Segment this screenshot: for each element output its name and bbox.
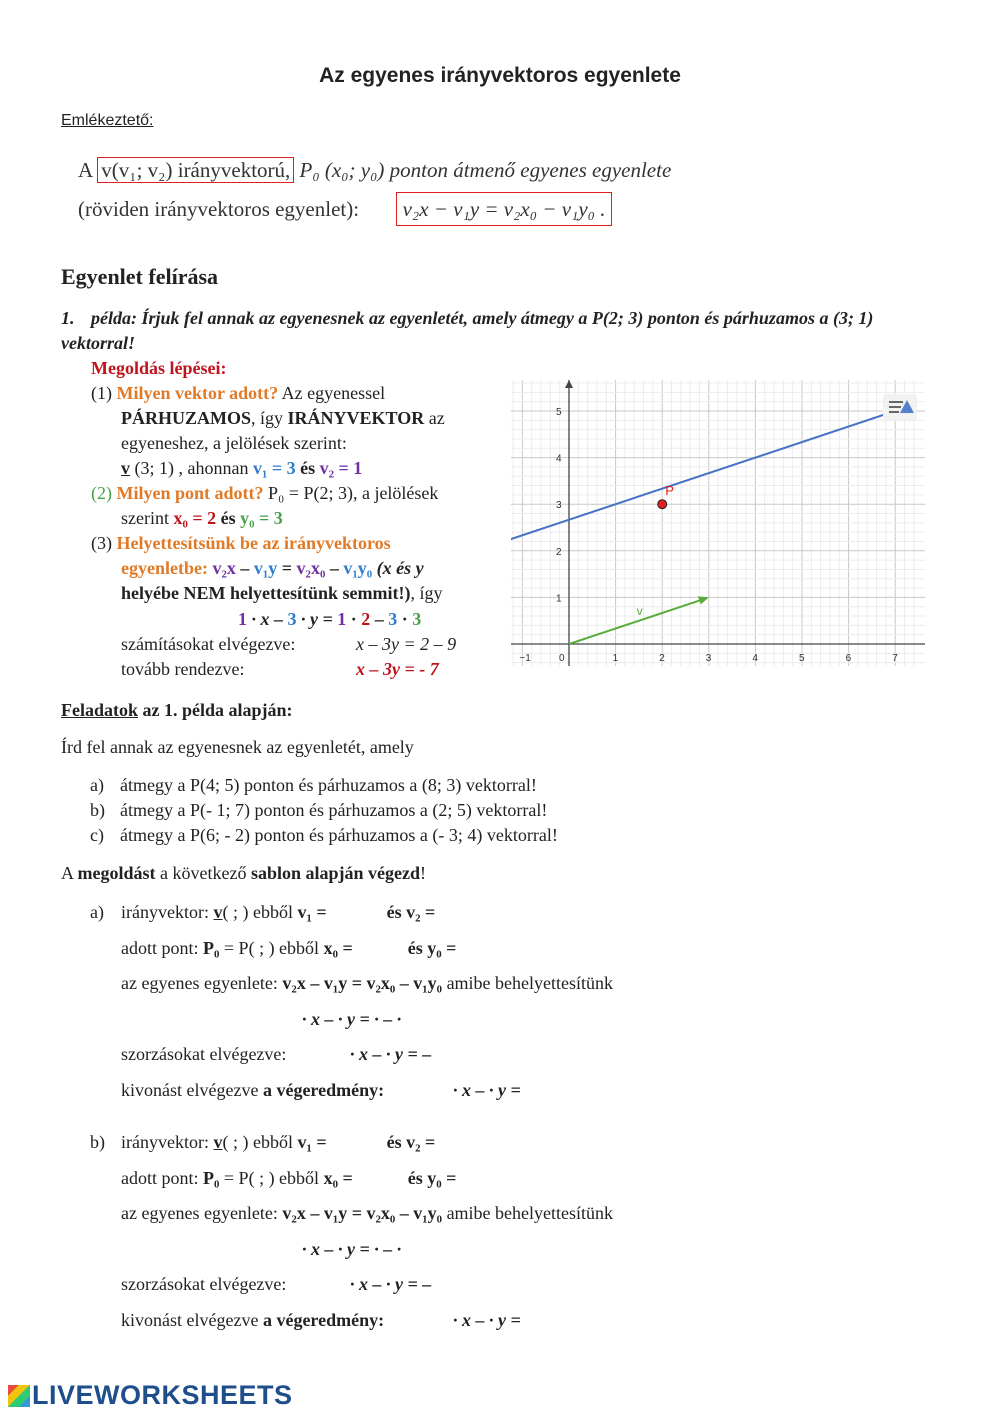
tasks-heading-underlined: Feladatok <box>61 700 139 720</box>
task-text: átmegy a P(6; - 2) ponton és párhuzamos a (- 3; 4) vektorral! <box>120 825 558 845</box>
final-value: x – 3y = - 7 <box>356 659 439 679</box>
and-word: és <box>216 508 241 528</box>
calc-value: x – 3y = 2 – 9 <box>356 634 457 654</box>
step1-text-end: az <box>424 408 445 428</box>
y-tick-label: 1 <box>556 593 562 605</box>
step2-number: (2) <box>91 483 112 503</box>
template-row-multiply <box>350 1042 431 1067</box>
equation-text: az egyenes egyenlete: <box>121 1203 283 1223</box>
result-blanks: · x – · y = <box>453 1079 521 1100</box>
task-list <box>90 773 558 848</box>
template-row-equation <box>121 1201 613 1226</box>
task-label: b) <box>90 800 105 820</box>
x-tick-label: 4 <box>752 653 758 664</box>
task-label: c) <box>90 825 104 845</box>
template-row-vector <box>121 900 435 925</box>
multiply-label: szorzásokat elvégezve: <box>121 1044 287 1064</box>
step1-vector-text: (3; 1) , ahonnan <box>130 458 253 478</box>
step1-line3: egyeneshez, a jelölések szerint: <box>121 433 347 453</box>
template-row-multiply-label <box>121 1272 286 1297</box>
eq-minus: – <box>325 558 344 578</box>
substitution-blanks: · x – · y = · – · <box>302 1008 402 1029</box>
eq-equals: = <box>277 558 297 578</box>
multiply-label: szorzásokat elvégezve: <box>121 1274 287 1294</box>
point-blank: = P( ; ) ebből <box>219 1167 324 1188</box>
template-label: b) <box>90 1132 105 1152</box>
result-label: kivonást elvégezve <box>121 1079 263 1100</box>
sub-y0: 3 <box>412 609 422 629</box>
example-number: 1. <box>61 308 75 328</box>
sub-v2b: 1 <box>337 609 347 629</box>
final-label: tovább rendezve: <box>121 659 245 679</box>
steps-title: Megoldás lépései: <box>91 358 227 378</box>
template-row-point <box>121 1166 456 1191</box>
x-tick-label: −1 <box>519 653 531 664</box>
y0-value: y₀ = 3 <box>240 508 283 528</box>
eq-v1y0: v₁y₀ <box>343 558 373 578</box>
eq-v1y: v₁y <box>253 558 278 578</box>
step1-text: , így <box>251 408 288 428</box>
and-word: és <box>295 458 320 478</box>
equation-formula: v₂x – v₁y = v₂x₀ – v₁y₀ <box>282 1203 443 1223</box>
formula-short-name: (röviden irányvektoros egyenlet): <box>78 197 360 221</box>
template-row-multiply-label <box>121 1042 286 1067</box>
step3-line2 <box>121 556 424 581</box>
equation-text: az egyenes egyenlete: <box>121 973 283 993</box>
x-tick-label: 6 <box>845 653 852 664</box>
equation-suffix: amibe behelyettesítünk <box>442 973 614 993</box>
y-tick-label: 4 <box>556 453 562 465</box>
step3-question-end: egyenletbe: <box>121 558 213 578</box>
direction-vector-text: irányvektor: <box>121 902 214 922</box>
template-row-result <box>453 1308 521 1333</box>
example-statement <box>61 306 941 356</box>
task-text: átmegy a P(- 1; 7) ponton és párhuzamos a (2; 5) vektorral! <box>120 800 548 820</box>
eq-v2x0: v₂x₀ <box>296 558 326 578</box>
template-row-result-label <box>121 1078 384 1103</box>
step1-line4 <box>121 456 362 481</box>
equation-suffix: amibe behelyettesítünk <box>442 1203 614 1223</box>
sub-v1b: 3 <box>388 609 398 629</box>
result-label: kivonást elvégezve <box>121 1309 263 1330</box>
v1-blank: v₁ = <box>297 902 327 922</box>
result-bold: a végeredmény: <box>262 1309 385 1330</box>
template-row-result-label <box>121 1308 384 1333</box>
sub-minus: – <box>370 609 389 629</box>
liveworksheets-logo <box>8 1380 293 1411</box>
given-point-text: adott pont: <box>121 937 203 958</box>
template-intro-bold: sablon alapján végezd <box>250 863 421 883</box>
sub-v2: 1 <box>238 609 247 629</box>
logo-text: LIVEWORKSHEETS <box>32 1380 293 1410</box>
y0-blank: és y₀ = <box>407 1167 457 1188</box>
vector-label: v <box>636 604 643 619</box>
step2-question: Milyen pont adott? <box>116 483 264 503</box>
x0-value: x₀ = 2 <box>173 508 217 528</box>
step3-note-end: , így <box>410 583 443 603</box>
step3-line1 <box>91 531 391 556</box>
point-blank: = P( ; ) ebből <box>219 937 324 958</box>
page-title: Az egyenes irányvektoros egyenlete <box>319 64 681 87</box>
given-point-text: adott pont: <box>121 1167 203 1188</box>
equation-formula: v₂x – v₁y = v₂x₀ – v₁y₀ <box>282 973 443 993</box>
direction-vector-text: irányvektor: <box>121 1132 214 1152</box>
multiply-blanks: · x – · y = – <box>350 1274 432 1294</box>
sub-x: · x – <box>247 609 288 629</box>
eq-v2x: v₂x <box>212 558 236 578</box>
x-tick-label: 5 <box>799 653 805 664</box>
v2-value: v₂ = 1 <box>319 458 363 478</box>
sub-dot: · <box>397 609 413 629</box>
y-tick-label: 5 <box>556 407 562 418</box>
template-intro <box>61 861 426 886</box>
v1-blank: v₁ = <box>297 1132 327 1152</box>
logo-icon <box>8 1385 30 1407</box>
result-blanks: · x – · y = <box>453 1309 521 1330</box>
template-intro-end: ! <box>420 863 427 883</box>
step1-number: (1) <box>91 383 112 403</box>
result-bold: a végeredmény: <box>262 1079 385 1100</box>
template-row-equation <box>121 971 613 996</box>
vector-symbol: v <box>213 902 223 922</box>
step2-line2 <box>121 506 283 531</box>
step2-answer: P₀ = P(2; 3), a jelölések <box>263 483 439 503</box>
step1-answer: Az egyenessel <box>278 383 386 403</box>
vector-blank: ( ; ) ebből <box>222 1132 298 1152</box>
formula-equation-box: v₂x − v₁y = v₂x₀ − v₁y₀ . <box>396 192 613 226</box>
step3-question: Helyettesítsünk be az irányvektoros <box>116 533 391 553</box>
task-item <box>90 773 558 798</box>
template-intro-text: A <box>61 863 78 883</box>
calc-label: számításokat elvégezve: <box>121 634 296 654</box>
x-tick-label: 0 <box>559 653 565 664</box>
sub-v1: 3 <box>287 609 297 629</box>
template-row-substitution <box>302 1237 401 1262</box>
eq-minus: – <box>235 558 254 578</box>
example-text: példa: Írjuk fel annak az egyenesnek az egyenletét, amely átmegy a P(2; 3) ponton és párhuzamos a (3; 1) vektorral! <box>61 308 874 353</box>
sub-y: · y = <box>296 609 338 629</box>
formula-line-2 <box>78 197 612 222</box>
x-tick-label: 7 <box>892 653 898 664</box>
template-row-vector <box>121 1130 435 1155</box>
task-item <box>90 798 558 823</box>
parallel-word: PÁRHUZAMOS <box>121 408 251 428</box>
x0-blank: x₀ = <box>323 1167 353 1188</box>
template-row-multiply <box>350 1272 431 1297</box>
v2-blank: és v₂ = <box>386 902 436 922</box>
y-tick-label: 3 <box>556 500 562 512</box>
x-tick-label: 2 <box>659 653 665 664</box>
multiply-blanks: · x – · y = – <box>350 1044 432 1064</box>
p0-symbol: P₀ <box>203 1167 220 1188</box>
v2-blank: és v₂ = <box>386 1132 436 1152</box>
step2-line1 <box>91 481 438 506</box>
reminder-label: Emlékeztető: <box>61 112 154 129</box>
direction-vector-box: v(v₁; v₂) irányvektorú, <box>97 157 294 183</box>
template-row-result <box>453 1078 521 1103</box>
y-tick-label: 2 <box>556 546 562 558</box>
x0-blank: x₀ = <box>323 937 353 958</box>
formula-point-text: P₀ (x₀; y₀) ponton átmenő egyenes egyenlete <box>299 158 672 182</box>
template-label-row <box>90 1130 105 1155</box>
vector-symbol: v <box>213 1132 223 1152</box>
template-intro-text: a következő <box>155 863 251 883</box>
template-row-substitution <box>302 1007 401 1032</box>
step3-line3 <box>121 581 442 606</box>
x-tick-label: 3 <box>705 653 712 664</box>
point-p <box>658 500 667 509</box>
p0-symbol: P₀ <box>203 937 220 958</box>
vector-blank: ( ; ) ebből <box>222 902 298 922</box>
coordinate-graph <box>511 380 925 666</box>
task-text: átmegy a P(4; 5) ponton és párhuzamos a (8; 3) vektorral! <box>120 775 537 795</box>
step3-note: (x és y <box>372 558 424 578</box>
direction-vector-word: IRÁNYVEKTOR <box>287 408 425 428</box>
task-label: a) <box>90 775 104 795</box>
vector-symbol: v <box>121 458 130 478</box>
template-intro-bold: megoldást <box>77 863 156 883</box>
sub-dot: · <box>346 609 362 629</box>
tasks-intro: Írd fel annak az egyenesnek az egyenletét, amely <box>61 737 414 757</box>
tasks-heading-rest: az 1. példa alapján: <box>138 700 293 720</box>
template-label: a) <box>90 902 104 922</box>
template-label-row <box>90 900 104 925</box>
x-tick-label: 1 <box>612 653 619 664</box>
y0-blank: és y₀ = <box>407 937 457 958</box>
step1-line2 <box>121 406 445 431</box>
graph-style-icon[interactable] <box>883 394 917 420</box>
task-item <box>90 823 558 848</box>
step3-number: (3) <box>91 533 112 553</box>
sub-x0: 2 <box>361 609 371 629</box>
step2-text: szerint <box>121 508 174 528</box>
tasks-heading <box>61 698 293 723</box>
step1-question: Milyen vektor adott? <box>116 383 279 403</box>
formula-prefix: A <box>78 158 93 182</box>
substituted-equation <box>238 607 421 632</box>
point-p-label: P <box>665 483 674 499</box>
template-row-point <box>121 936 456 961</box>
formula-line-1 <box>78 158 671 183</box>
substitution-blanks: · x – · y = · – · <box>302 1238 402 1259</box>
section-heading: Egyenlet felírása <box>61 264 219 289</box>
v1-value: v₁ = 3 <box>252 458 296 478</box>
step3-note-bold: helyébe NEM helyettesítünk semmit!) <box>121 583 411 603</box>
step1-line1 <box>91 381 385 406</box>
